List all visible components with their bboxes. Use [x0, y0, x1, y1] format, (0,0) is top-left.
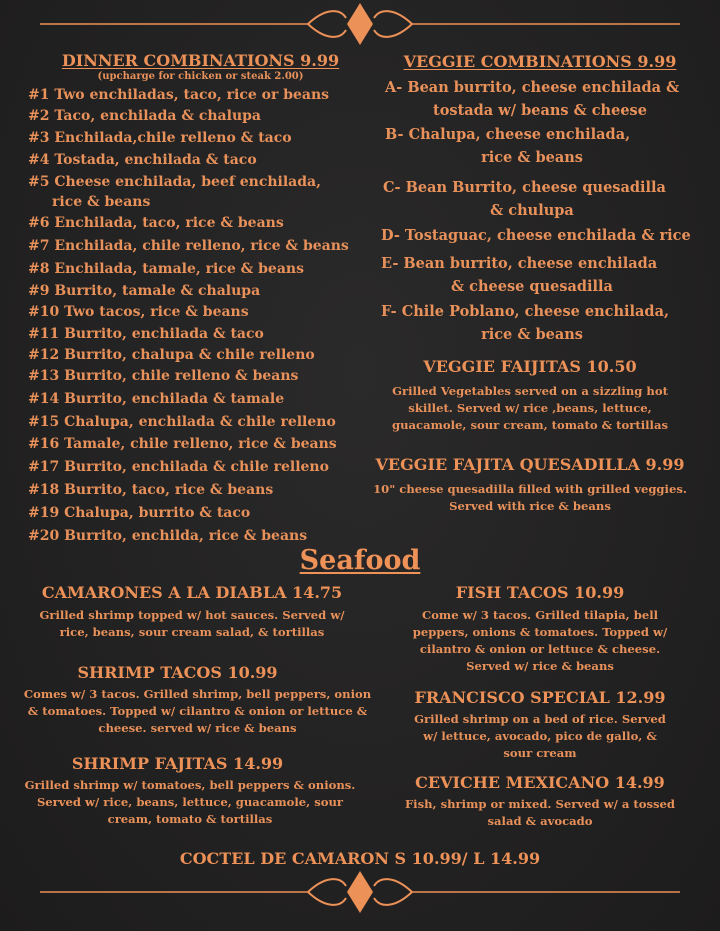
dinner-item: #8 Enchilada, tamale, rice & beans [28, 261, 304, 277]
dinner-item: #6 Enchilada, taco, rice & beans [28, 215, 284, 231]
dinner-item: #10 Two tacos, rice & beans [28, 304, 249, 320]
shrimp-tacos-description: Comes w/ 3 tacos. Grilled shrimp, bell peppers, onion & tomatoes. Topped w/ cilantro & onion or lettuce & cheese. served w/ rice & beans [23, 687, 372, 735]
veggie-item-continued: rice & beans [481, 149, 583, 166]
dinner-item: #19 Chalupa, burrito & taco [28, 505, 251, 521]
seafood-title: Seafood [299, 545, 421, 576]
veggie-fajita-quesadilla-description: 10" cheese quesadilla filled with grilled veggies. Served with rice & beans [373, 482, 687, 513]
dinner-item-continued: rice & beans [52, 194, 151, 210]
veggie-item: B- Chalupa, cheese enchilada, [385, 126, 631, 143]
camarones-a-la-diabla-title: CAMARONES A LA DIABLA 14.75 [41, 583, 343, 602]
veggie-item: A- Bean burrito, cheese enchilada & [385, 79, 680, 96]
dinner-item: #3 Enchilada,chile relleno & taco [28, 130, 292, 146]
dinner-item: #18 Burrito, taco, rice & beans [28, 482, 274, 498]
veggie-item-continued: rice & beans [481, 326, 583, 343]
veggie-item-continued: & chulupa [490, 202, 574, 219]
shrimp-fajitas-title: SHRIMP FAJITAS 14.99 [71, 754, 284, 773]
veggie-fajitas-description: Grilled Vegetables served on a sizzling hot skillet. Served w/ rice ,beans, lettuce, guacamole, sour cream, tomato & tortillas [391, 384, 668, 432]
top-divider-ornament [40, 0, 680, 50]
veggie-item: D- Tostaguac, cheese enchilada & rice [381, 227, 691, 244]
dinner-upcharge-note: (upcharge for chicken or steak 2.00) [97, 71, 304, 82]
dinner-item: #5 Cheese enchilada, beef enchilada, [28, 174, 321, 190]
dinner-item: #1 Two enchiladas, taco, rice or beans [28, 87, 330, 103]
shrimp-fajitas-description: Grilled shrimp w/ tomatoes, bell peppers & onions. Served w/ rice, beans, lettuce, guacamole, sour cream, tomato & tortillas [24, 778, 356, 826]
fish-tacos-title: FISH TACOS 10.99 [455, 583, 625, 602]
ceviche-mexicano-title: CEVICHE MEXICANO 14.99 [415, 773, 665, 792]
ceviche-mexicano-description: Fish, shrimp or mixed. Served w/ a tossed salad & avocado [404, 797, 676, 828]
fish-tacos-description: Come w/ 3 tacos. Grilled tilapia, bell peppers, onions & tomatoes. Topped w/ cilantro & onion or lettuce & cheese. Served w/ rice & beans [412, 608, 668, 673]
veggie-item-continued: tostada w/ beans & cheese [433, 102, 647, 119]
shrimp-tacos-title: SHRIMP TACOS 10.99 [77, 663, 278, 682]
coctel-de-camaron-title: COCTEL DE CAMARON S 10.99/ L 14.99 [179, 849, 541, 868]
camarones-a-la-diabla-description: Grilled shrimp topped w/ hot sauces. Served w/ rice, beans, sour cream salad, & tortillas [39, 608, 345, 639]
dinner-item: #13 Burrito, chile relleno & beans [28, 368, 299, 384]
dinner-item: #16 Tamale, chile relleno, rice & beans [28, 436, 337, 452]
francisco-special-description: Grilled shrimp on a bed of rice. Served w/ lettuce, avocado, pico de gallo, & sour cream [414, 712, 666, 760]
veggie-item: C- Bean Burrito, cheese quesadilla [383, 179, 666, 196]
dinner-item: #17 Burrito, enchilada & chile relleno [28, 459, 329, 475]
dinner-item: #15 Chalupa, enchilada & chile relleno [28, 414, 336, 430]
dinner-item: #4 Tostada, enchilada & taco [28, 152, 257, 168]
dinner-item: #9 Burrito, tamale & chalupa [28, 283, 261, 299]
veggie-fajitas-title: VEGGIE FAIJITAS 10.50 [423, 357, 637, 376]
francisco-special-title: FRANCISCO SPECIAL 12.99 [414, 688, 666, 707]
dinner-item: #20 Burrito, enchilda, rice & beans [28, 528, 308, 544]
dinner-item: #14 Burrito, enchilada & tamale [28, 391, 285, 407]
veggie-combinations-title: VEGGIE COMBINATIONS 9.99 [403, 52, 677, 71]
dinner-item: #2 Taco, enchilada & chalupa [28, 108, 261, 124]
dinner-item: #7 Enchilada, chile relleno, rice & beans [28, 238, 349, 254]
veggie-item: F- Chile Poblano, cheese enchilada, [381, 303, 670, 320]
veggie-fajita-quesadilla-title: VEGGIE FAJITA QUESADILLA 9.99 [375, 455, 685, 474]
veggie-item-continued: & cheese quesadilla [451, 278, 613, 295]
bottom-divider-ornament [40, 868, 680, 918]
dinner-item: #11 Burrito, enchilada & taco [28, 326, 264, 342]
dinner-combinations-title: DINNER COMBINATIONS 9.99 [61, 51, 340, 70]
dinner-item: #12 Burrito, chalupa & chile relleno [28, 347, 315, 363]
veggie-item: E- Bean burrito, cheese enchilada [381, 255, 658, 272]
